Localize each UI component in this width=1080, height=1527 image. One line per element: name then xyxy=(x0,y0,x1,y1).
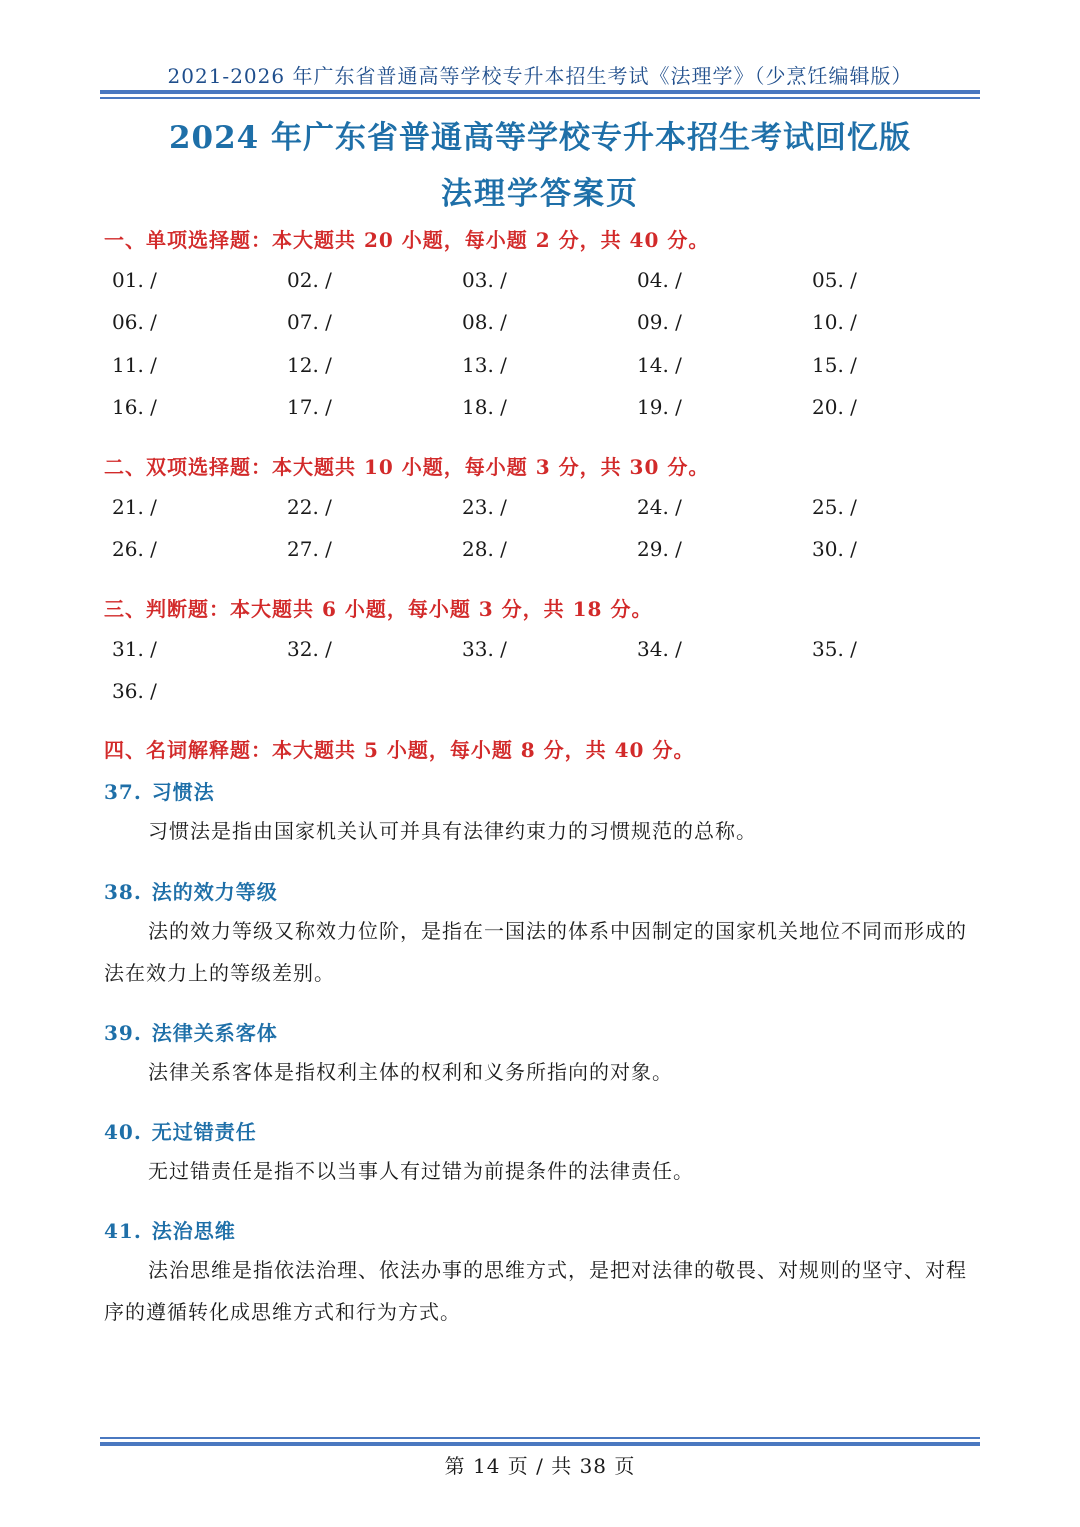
answer-row xyxy=(112,495,992,521)
answer-row xyxy=(112,310,992,336)
answer-cell: 30. / xyxy=(812,537,857,562)
term-number: 37. xyxy=(104,780,142,804)
page-number: 第 14 页 / 共 38 页 xyxy=(444,1454,636,1478)
term-definition: 习惯法是指由国家机关认可并具有法律约束力的习惯规范的总称。 xyxy=(148,819,757,843)
term-definition: 法的效力等级又称效力位阶，是指在一国法的体系中因制定的国家机关地位不同而形成的法在效力上的等级差别。 xyxy=(104,919,967,985)
section-heading-single-choice: 一、单项选择题：本大题共 20 小题，每小题 2 分，共 40 分。 xyxy=(104,228,710,252)
answer-cell: 12. / xyxy=(287,352,332,377)
answer-cell: 34. / xyxy=(637,637,682,661)
answer-cell: 21. / xyxy=(112,495,157,519)
answer-cell: 05. / xyxy=(812,268,857,292)
page-subtitle: 法理学答案页 xyxy=(441,176,639,212)
answer-cell: 17. / xyxy=(287,394,332,419)
answer-row xyxy=(112,353,992,379)
answer-cell: 32. / xyxy=(287,637,332,661)
term-number: 41. xyxy=(104,1219,142,1243)
term-number: 39. xyxy=(104,1021,142,1045)
term-name: 习惯法 xyxy=(151,780,215,804)
header-title: 2021-2026 年广东省普通高等学校专升本招生考试《法理学》（少烹饪编辑版） xyxy=(167,64,913,88)
section-heading-true-false: 三、判断题：本大题共 6 小题，每小题 3 分，共 18 分。 xyxy=(104,597,653,621)
answer-cell: 18. / xyxy=(462,394,507,419)
answer-cell: 11. / xyxy=(112,352,157,377)
answer-row xyxy=(112,395,992,421)
term-name: 法律关系客体 xyxy=(151,1021,278,1045)
answer-cell: 15. / xyxy=(812,352,857,377)
answer-cell: 09. / xyxy=(637,310,682,335)
answer-cell: 16. / xyxy=(112,394,157,419)
term-definition: 无过错责任是指不以当事人有过错为前提条件的法律责任。 xyxy=(148,1159,694,1183)
answer-cell: 20. / xyxy=(812,394,857,419)
term-title xyxy=(104,876,278,905)
answer-cell: 02. / xyxy=(287,268,332,292)
header-rule-thick xyxy=(100,90,980,94)
answer-cell: 31. / xyxy=(112,637,157,661)
section-heading-double-choice: 二、双项选择题：本大题共 10 小题，每小题 3 分，共 30 分。 xyxy=(104,455,710,479)
term-name: 法治思维 xyxy=(151,1219,236,1243)
answer-row xyxy=(112,637,992,663)
footer-rule-thick xyxy=(100,1442,980,1446)
section-heading-terms: 四、名词解释题：本大题共 5 小题，每小题 8 分，共 40 分。 xyxy=(104,738,695,762)
answer-cell: 19. / xyxy=(637,394,682,419)
term-title xyxy=(104,1215,236,1244)
answer-cell: 27. / xyxy=(287,537,332,562)
term-title xyxy=(104,1116,257,1145)
answer-cell: 24. / xyxy=(637,495,682,519)
answer-cell: 22. / xyxy=(287,495,332,519)
answer-cell: 23. / xyxy=(462,495,507,519)
footer-rule-thin xyxy=(100,1437,980,1439)
answer-cell: 07. / xyxy=(287,310,332,335)
term-definition: 法律关系客体是指权利主体的权利和义务所指向的对象。 xyxy=(148,1060,673,1084)
answer-row xyxy=(112,268,992,294)
answer-cell: 03. / xyxy=(462,268,507,292)
term-title xyxy=(104,776,215,805)
term-number: 40. xyxy=(104,1120,142,1144)
answer-cell: 36. / xyxy=(112,679,157,704)
answer-cell: 01. / xyxy=(112,268,157,292)
answer-cell: 08. / xyxy=(462,310,507,335)
answer-cell: 06. / xyxy=(112,310,157,335)
answer-cell: 26. / xyxy=(112,537,157,562)
answer-cell: 13. / xyxy=(462,352,507,377)
term-definition: 法治思维是指依法治理、依法办事的思维方式，是把对法律的敬畏、对规则的坚守、对程序的遵循转化成思维方式和行为方式。 xyxy=(104,1258,967,1324)
answer-cell: 25. / xyxy=(812,495,857,519)
term-name: 无过错责任 xyxy=(151,1120,257,1144)
answer-row xyxy=(112,537,992,563)
answer-cell: 35. / xyxy=(812,637,857,661)
answer-cell: 29. / xyxy=(637,537,682,562)
page-title: 2024 年广东省普通高等学校专升本招生考试回忆版 xyxy=(168,120,912,156)
answer-cell: 04. / xyxy=(637,268,682,292)
answer-cell: 33. / xyxy=(462,637,507,661)
term-title xyxy=(104,1017,278,1046)
answer-cell: 14. / xyxy=(637,352,682,377)
answer-cell: 28. / xyxy=(462,537,507,562)
answer-row xyxy=(112,679,992,705)
term-number: 38. xyxy=(104,880,142,904)
answer-cell: 10. / xyxy=(812,310,857,335)
header-rule-thin xyxy=(100,97,980,99)
term-name: 法的效力等级 xyxy=(151,880,278,904)
